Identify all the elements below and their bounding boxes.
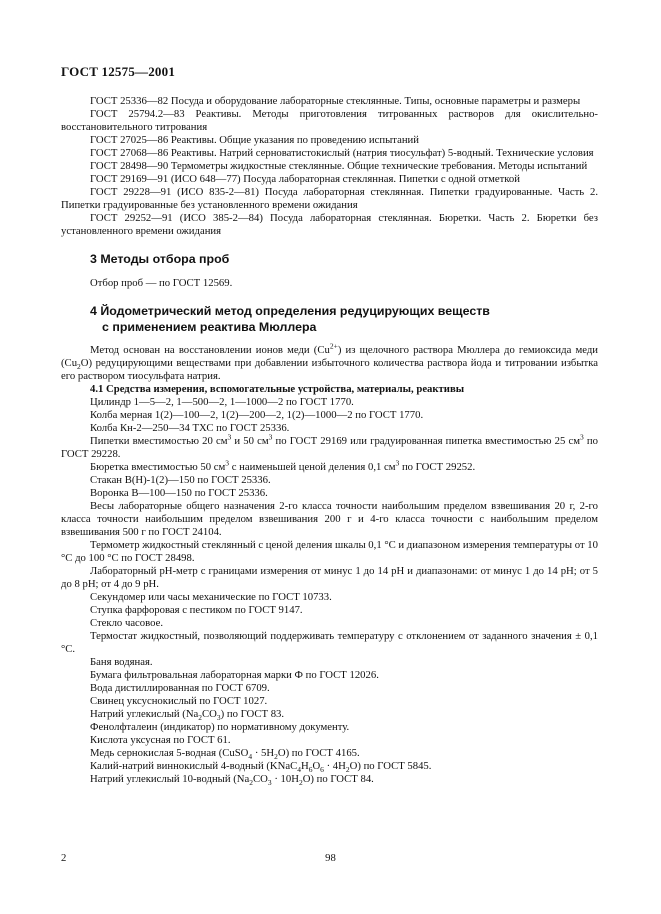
equipment-item-pipettes: Пипетки вместимостью 20 $см^3$ и 50 $см^3$ по ГОСТ 29169 или градуированная пипетка вместимостью 25 $см^3$ по ГОСТ 29228. (61, 432, 598, 460)
page-number-left: 2 (61, 852, 67, 864)
reagent-item: Вода дистиллированная по ГОСТ 6709. (90, 682, 270, 694)
reagent-item: Свинец уксуснокислый по ГОСТ 1027. (90, 695, 268, 707)
reference-item: ГОСТ 25794.2—83 Реактивы. Методы приготовления титрованных растворов для окислительно-восстановительного титрования (61, 108, 598, 133)
page-header-standard: ГОСТ 12575—2001 (61, 64, 176, 79)
method-intro: Метод основан на восстановлении ионов меди $(Cu^{2+})$ из щелочного раствора Мюллера до гемиоксида меди $(Cu_2O)$ редуцирующими веществами при добавлении избыточного количества раствора йода и титровании избытка его раствором тиосульфата натрия. (61, 341, 598, 382)
section-4-heading-line2: с применением реактива Мюллера (102, 320, 317, 334)
reference-item: ГОСТ 27068—86 Реактивы. Натрий серноватистокислый (натрия тиосульфат) 5-водный. Технические условия (90, 147, 594, 159)
reference-item: ГОСТ 29169—91 (ИСО 648—77) Посуда лабораторная стеклянная. Пипетки с одной отметкой (90, 173, 520, 185)
equipment-item: Секундомер или часы механические по ГОСТ 10733. (90, 591, 332, 603)
equipment-item: Цилиндр 1—5—2, 1—500—2, 1—1000—2 по ГОСТ 1770. (90, 396, 354, 408)
equipment-item: Колба Кн-2—250—34 ТХС по ГОСТ 25336. (90, 422, 290, 434)
document-body (61, 95, 598, 786)
equipment-item: Термометр жидкостный стеклянный с ценой деления шкалы 0,1 °С и диапазоном измерения температуры от 10 °С до 100 °С по ГОСТ 28498. (61, 539, 598, 564)
reference-item: ГОСТ 27025—86 Реактивы. Общие указания по проведению испытаний (90, 134, 419, 146)
equipment-item-burette: Бюретка вместимостью 50 $см^3$ с наименьшей ценой деления 0,1 $см^3$ по ГОСТ 29252. (90, 458, 476, 473)
reagent-item-copper-sulfate: Медь сернокислая 5-водная (CuSO$_4$ · $5H_2O$) по ГОСТ 4165. (90, 747, 360, 762)
equipment-item: Баня водяная. (90, 656, 153, 668)
reference-item: ГОСТ 29228—91 (ИСО 835-2—81) Посуда лабораторная стеклянная. Пипетки градуированные. Часть 2. Пипетки градуированные без установленного времени ожидания (61, 186, 598, 211)
section-3-text: Отбор проб — по ГОСТ 12569. (90, 277, 233, 289)
equipment-item: Колба мерная 1(2)—100—2, 1(2)—200—2, 1(2)—1000—2 по ГОСТ 1770. (90, 409, 424, 421)
reference-item: ГОСТ 29252—91 (ИСО 385-2—84) Посуда лабораторная стеклянная. Бюретки. Часть 2. Бюретки без установленного времени ожидания (61, 212, 598, 237)
equipment-item: Термостат жидкостный, позволяющий поддерживать температуру с отклонением от заданного значения ± 0,1 °С. (61, 630, 598, 655)
reference-item: ГОСТ 25336—82 Посуда и оборудование лабораторные стеклянные. Типы, основные параметры и размеры (90, 95, 581, 107)
equipment-item: Стакан В(Н)-1(2)—150 по ГОСТ 25336. (90, 474, 271, 486)
references-list (61, 95, 598, 238)
equipment-item: Воронка В—100—150 по ГОСТ 25336. (90, 487, 268, 499)
reagent-item-tartrate: Калий-натрий виннокислый 4-водный $(KNaC_4H_6O_6 \cdot 4H_2O)$ по ГОСТ 5845. (90, 760, 432, 775)
equipment-item: Стекло часовое. (90, 617, 164, 629)
reagent-item: Кислота уксусная по ГОСТ 61. (90, 734, 231, 746)
reagent-item: Фенолфталеин (индикатор) по нормативному документу. (90, 721, 350, 733)
equipment-item: Ступка фарфоровая с пестиком по ГОСТ 9147. (90, 604, 303, 616)
equipment-item: Весы лабораторные общего назначения 2-го класса точности наибольшим пределом взвешивания 20 г, 2-го класса точности наибольшим пределом взвешивания 200 г и 4-го класса точности с наибольшим пределом взвешивания 500 г по ГОСТ 24104. (61, 500, 598, 538)
section-4-heading-line1: 4 Йодометрический метод определения редуцирующих веществ (90, 304, 490, 318)
page-number-center: 98 (325, 852, 336, 864)
section-4-heading (90, 303, 598, 335)
section-3-heading: 3 Методы отбора проб (90, 252, 230, 266)
subsection-4-1-title: 4.1 Средства измерения, вспомогательные устройства, материалы, реактивы (90, 383, 465, 395)
reference-item: ГОСТ 28498—90 Термометры жидкостные стеклянные. Общие технические требования. Методы испытаний (90, 160, 588, 172)
reagent-item: Бумага фильтровальная лабораторная марки Ф по ГОСТ 12026. (90, 669, 379, 681)
reagent-item-sodium-carbonate: Натрий углекислый $(Na_2CO_3)$ по ГОСТ 83. (90, 708, 285, 723)
reagent-item-sodium-carbonate-decahydrate: Натрий углекислый 10-водный $(Na_2CO_3 \cdot 10H_2O)$ по ГОСТ 84. (90, 773, 374, 788)
equipment-item: Лабораторный рН-метр с границами измерения от минус 1 до 14 рН и диапазонами: от минус 1 до 14 рН; от 5 до 8 рН; от 4 до 9 рН. (61, 565, 598, 590)
